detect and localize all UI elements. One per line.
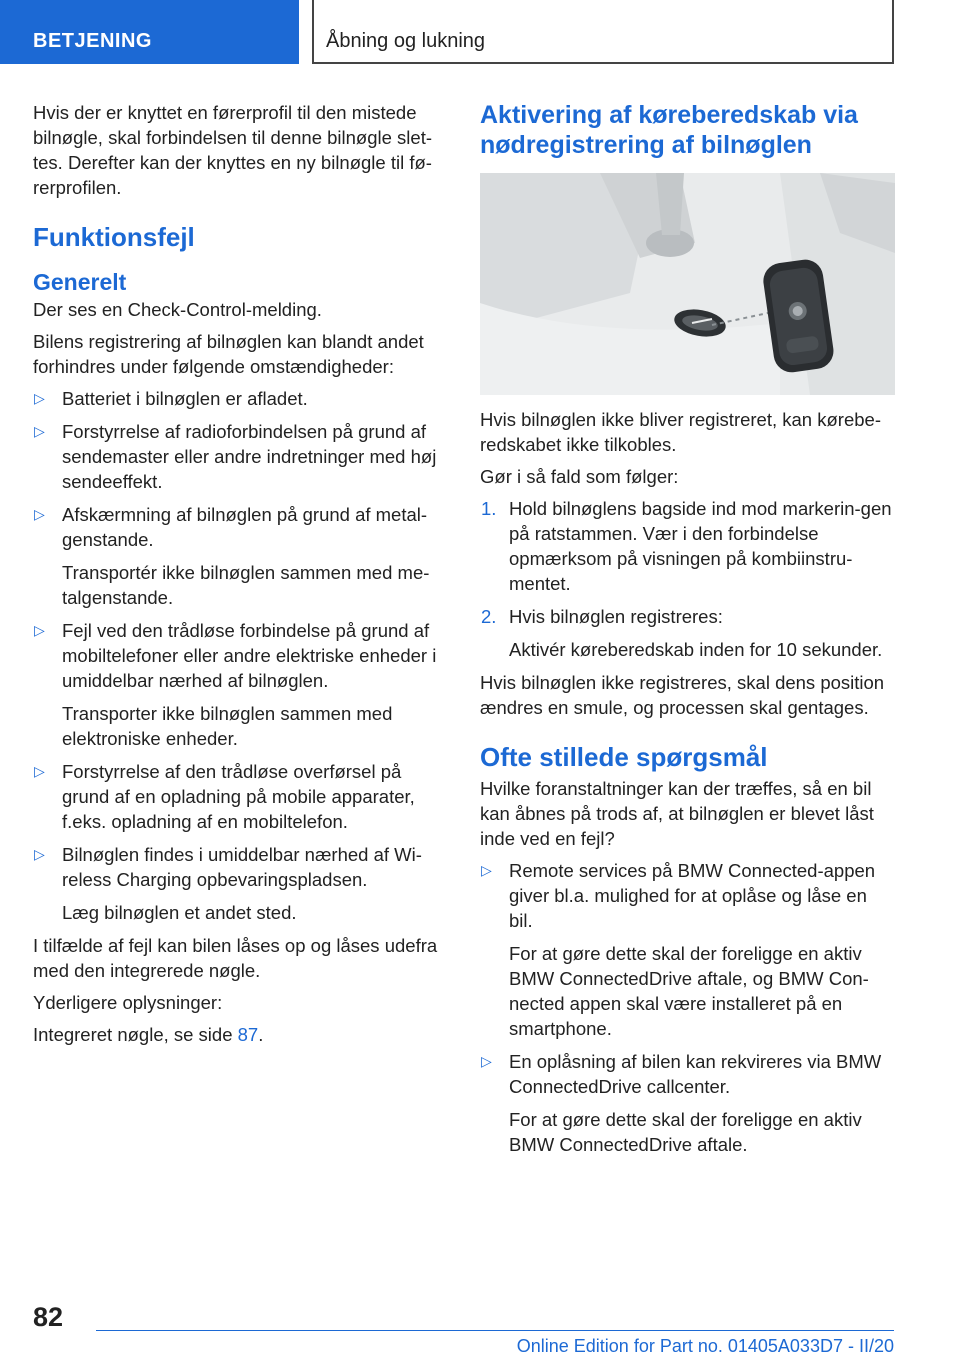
intro-paragraph: Hvis der er knyttet en førerprofil til den mistede bilnøgle, skal forbindelsen til denne bilnøgle slet-tes. Derefter kan der knyttes en ny bilnøgle til fø-rerprofilen. bbox=[33, 102, 432, 198]
step-number: 1. bbox=[481, 498, 497, 519]
list-item: ▷ Fejl ved den trådløse forbindelse på grund af mobiltelefoner eller andre elektriske enheder i umiddelbar nærhed af bilnøglen. Transporter ikke bilnøglen sammen med elektroniske enheder. bbox=[34, 620, 437, 749]
activation-steps bbox=[480, 496, 895, 662]
steering-column-key-illustration bbox=[480, 173, 895, 395]
list-item: ▷ Batteriet i bilnøglen er afladet. bbox=[34, 388, 308, 409]
triangle-bullet-icon: ▷ bbox=[481, 862, 492, 878]
paragraph: Hvis bilnøglen ikke bliver registreret, kan kørebe-redskabet ikke tilkobles. bbox=[480, 409, 881, 455]
paragraph: Bilens registrering af bilnøglen kan blandt andet forhindres under følgende omstændigheder: bbox=[33, 331, 424, 377]
triangle-bullet-icon: ▷ bbox=[34, 423, 45, 439]
paragraph: Hvis bilnøglen ikke registreres, skal dens position ændres en smule, og processen skal gentages. bbox=[480, 672, 885, 718]
faq-list bbox=[480, 858, 895, 1157]
step-number: 2. bbox=[481, 606, 497, 627]
list-item: ▷ Afskærmning af bilnøglen på grund af metal-genstande. Transportér ikke bilnøglen sammen med me-talgenstande. bbox=[34, 504, 430, 608]
footer-divider bbox=[96, 1330, 894, 1331]
list-item: ▷ Remote services på BMW Connected-appen giver bl.a. mulighed for at oplåse og låse en bil. For at gøre dette skal der foreligge en aktiv BMW ConnectedDrive aftale, og BMW Con-nected appen skal være installeret på en smartphone. bbox=[481, 860, 876, 1039]
header-section-label: BETJENING bbox=[33, 30, 152, 52]
paragraph: I tilfælde af fejl kan bilen låses op og låses udefra med den integrerede nøgle. bbox=[33, 935, 438, 981]
list-item: ▷ En oplåsning af bilen kan rekvireres via BMW ConnectedDrive callcenter. For at gøre dette skal der foreligge en aktiv BMW ConnectedDrive aftale. bbox=[481, 1051, 882, 1155]
triangle-bullet-icon: ▷ bbox=[34, 846, 45, 862]
left-column bbox=[33, 100, 445, 1054]
paragraph: Integreret nøgle, se side 87. bbox=[33, 1024, 264, 1045]
list-item: ▷ Forstyrrelse af radioforbindelsen på grund af sendemaster eller andre indretninger med høj sendeeffekt. bbox=[34, 421, 437, 492]
heading-faq: Ofte stillede spørgsmål bbox=[480, 742, 768, 772]
heading-activation: Aktivering af køreberedskab via nødregistrering af bilnøglen bbox=[480, 101, 858, 159]
heading-general: Generelt bbox=[33, 269, 127, 295]
triangle-bullet-icon: ▷ bbox=[34, 390, 45, 406]
triangle-bullet-icon: ▷ bbox=[34, 763, 45, 779]
paragraph: Yderligere oplysninger: bbox=[33, 992, 223, 1013]
list-item: ▷ Forstyrrelse af den trådløse overførsel på grund af en opladning på mobile apparater, f.eks. opladning af en mobiltelefon. bbox=[34, 761, 415, 832]
footer-edition: Online Edition for Part no. 01405A033D7 - II/20 bbox=[516, 1336, 894, 1356]
illustration-svg bbox=[480, 173, 895, 395]
step-item: 1. Hold bilnøglens bagside ind mod markerin-gen på ratstammen. Vær i den forbindelse opmærksom på visningen på kombiinstru-mentet. bbox=[481, 498, 892, 594]
page-number: 82 bbox=[33, 1302, 64, 1332]
paragraph: Der ses en Check-Control-melding. bbox=[33, 299, 322, 320]
right-column bbox=[480, 100, 895, 1165]
heading-malfunction: Funktionsfejl bbox=[33, 222, 195, 252]
triangle-bullet-icon: ▷ bbox=[34, 622, 45, 638]
header-chapter-label: Åbning og lukning bbox=[326, 30, 486, 52]
list-item: ▷ Bilnøglen findes i umiddelbar nærhed af Wi-reless Charging opbevaringspladsen. Læg bilnøglen et andet sted. bbox=[34, 844, 422, 923]
triangle-bullet-icon: ▷ bbox=[481, 1053, 492, 1069]
triangle-bullet-icon: ▷ bbox=[34, 506, 45, 522]
step-item: 2. Hvis bilnøglen registreres: Aktivér køreberedskab inden for 10 sekunder. bbox=[481, 606, 883, 660]
page-reference-link[interactable]: 87 bbox=[237, 1024, 259, 1045]
header-section-tab bbox=[0, 0, 299, 64]
header-chapter-box bbox=[312, 0, 894, 64]
malfunction-list bbox=[33, 386, 445, 925]
faq-question: Hvilke foranstaltninger kan der træffes, så en bil kan åbnes på trods af, at bilnøglen er blevet låst inde ved en fejl? bbox=[480, 778, 874, 849]
paragraph: Gør i så fald som følger: bbox=[480, 466, 679, 487]
